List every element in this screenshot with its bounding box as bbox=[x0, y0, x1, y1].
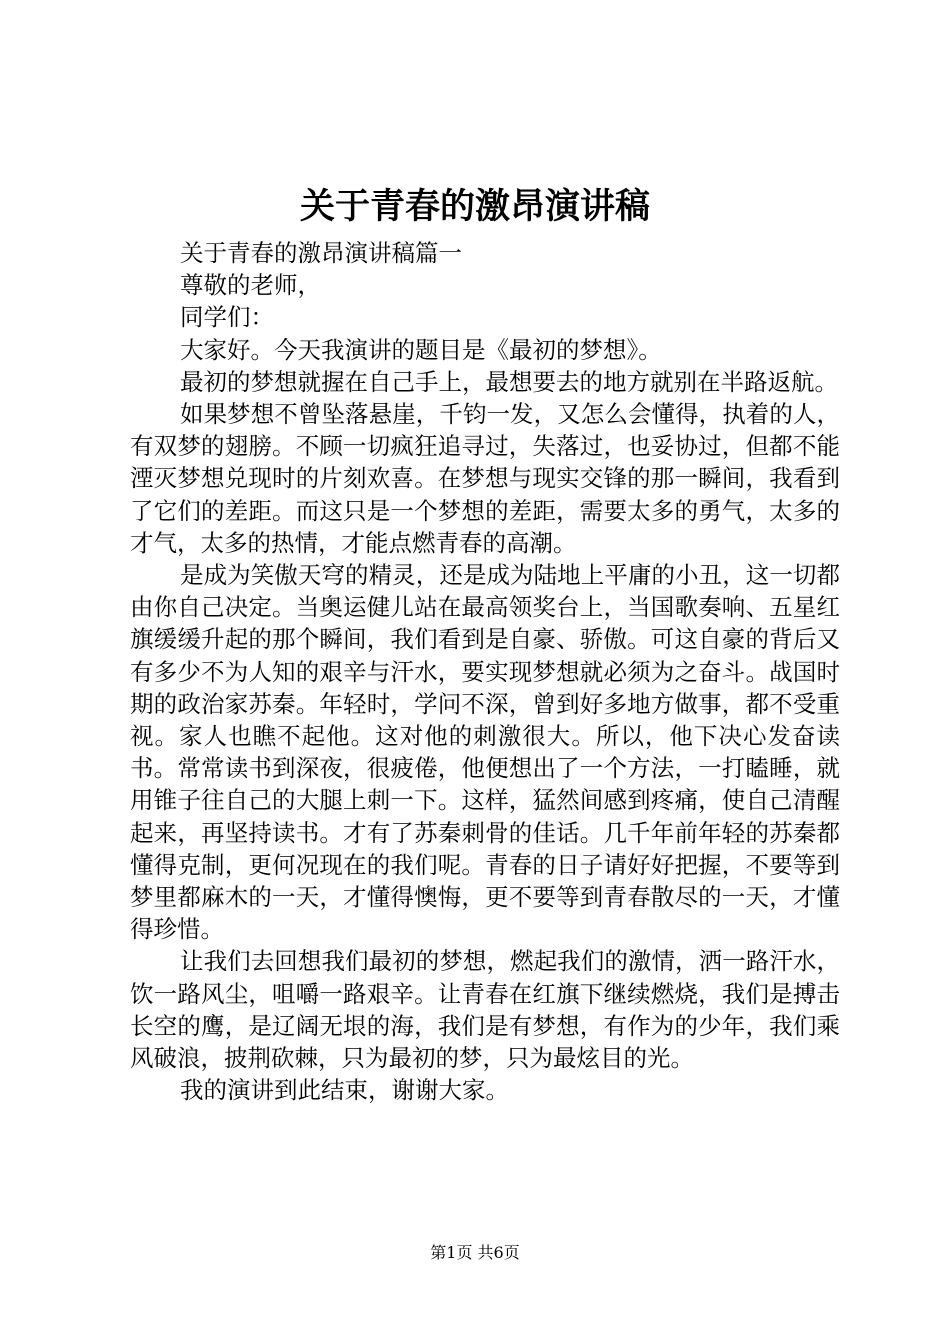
paragraph-greeting: 大家好。今天我演讲的题目是《最初的梦想》。 bbox=[180, 335, 662, 364]
paragraph-closing: 我的演讲到此结束，谢谢大家。 bbox=[180, 1076, 509, 1105]
paragraph-salutation-students: 同学们： bbox=[180, 303, 274, 332]
paragraph-heading: 关于青春的激昂演讲稿篇一 bbox=[180, 239, 462, 267]
paragraph-salutation-teacher: 尊敬的老师， bbox=[180, 271, 321, 300]
paragraph: 如果梦想不曾坠落悬崖，千钧一发，又怎么会懂得，执着的人，有双梦的翅膀。不顾一切疯狂追寻过，失落过，也妥协过，但都不能湮灭梦想兑现时的片刻欢喜。在梦想与现实交锋的那一瞬间，我看到了它们的差距。而这只是一个梦想的差距，需要太多的勇气，太多的才气，太多的热情，才能点燃青春的高潮。 bbox=[130, 400, 840, 557]
paragraph: 让我们去回想我们最初的梦想，燃起我们的激情，洒一路汗水，饮一路风尘，咀嚼一路艰辛。让青春在红旗下继续燃烧，我们是搏击长空的鹰，是辽阔无垠的海，我们是有梦想，有作为的少年，我们乘风破浪，披荆砍棘，只为最初的梦，只为最炫目的光。 bbox=[130, 947, 840, 1073]
paragraph: 最初的梦想就握在自己手上，最想要去的地方就别在半路返航。 bbox=[180, 367, 838, 396]
paragraph: 是成为笑傲天穹的精灵，还是成为陆地上平庸的小丑，这一切都由你自己决定。当奥运健儿站在最高领奖台上，当国歌奏响、五星红旗缓缓升起的那个瞬间，我们看到是自豪、骄傲。可这自豪的背后又有多少不为人知的艰辛与汗水，要实现梦想就必须为之奋斗。战国时期的政治家苏秦。年轻时，学问不深，曾到好多地方做事，都不受重视。家人也瞧不起他。这对他的刺激很大。所以，他下决心发奋读书。常常读书到深夜，很疲倦，他便想出了一个方法，一打瞌睡，就用锥子往自己的大腿上刺一下。这样，猛然间感到疼痛，使自己清醒起来，再坚持读书。才有了苏秦刺骨的佳话。几千年前年轻的苏秦都懂得克制，更何况现在的我们呢。青春的日子请好好把握，不要等到梦里都麻木的一天，才懂得懊悔，更不要等到青春散尽的一天，才懂得珍惜。 bbox=[130, 561, 840, 944]
page-number-footer: 第1页 共6页 bbox=[430, 1243, 520, 1262]
document-title: 关于青春的激昂演讲稿 bbox=[299, 186, 650, 227]
document-body bbox=[130, 237, 840, 1106]
